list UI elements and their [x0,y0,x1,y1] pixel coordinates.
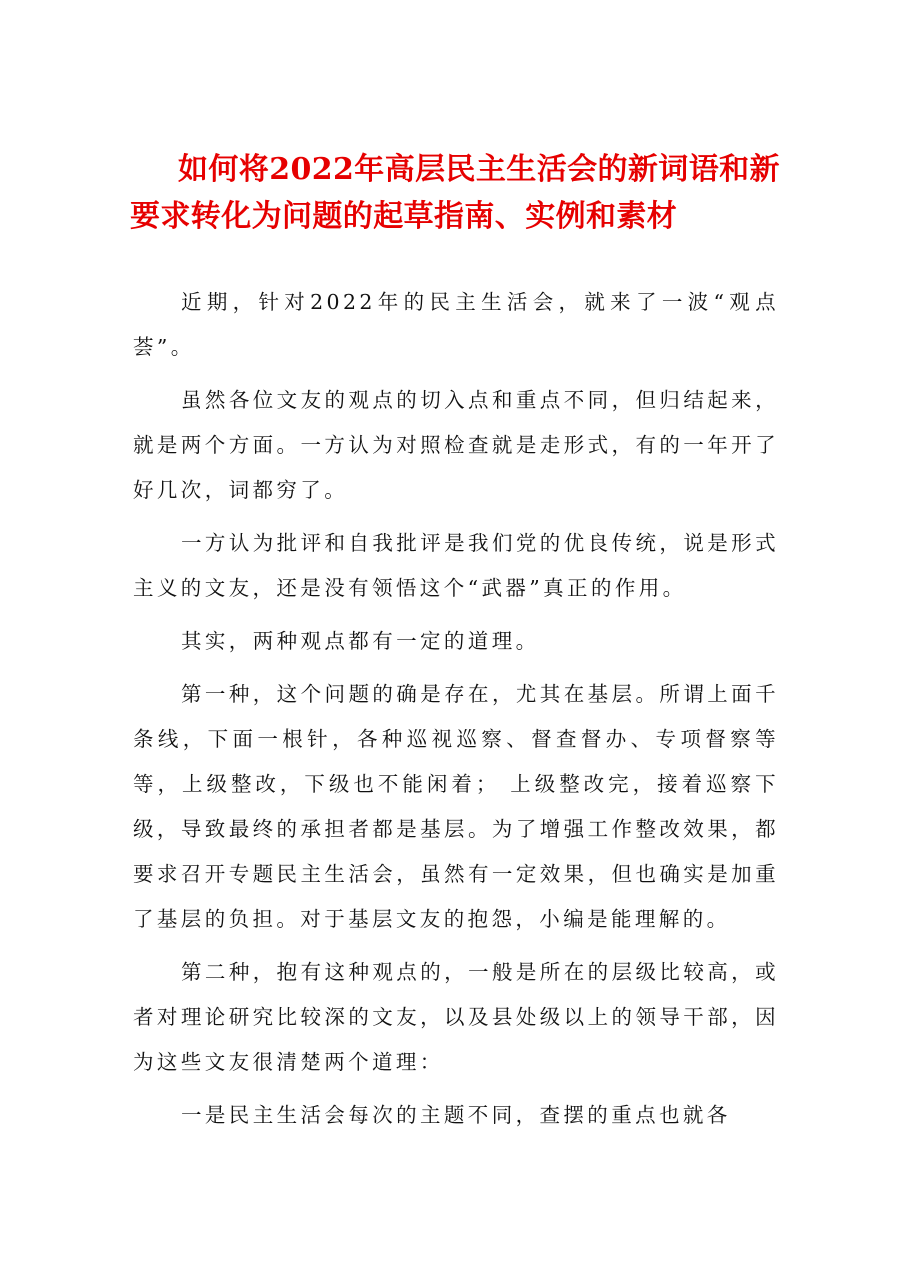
paragraph-5: 第一种，这个问题的确是存在，尤其在基层。所谓上面千条线，下面一根针，各种巡视巡察、督查督办、专项督察等等，上级整改，下级也不能闲着； 上级整改完，接着巡察下级，导致最终的承担者都是基层。为了增强工作整改效果，都要求召开专题民主生活会，虽然有一定效果，但也确实是加重了基层的负担。对于基层文友的抱怨，小编是能理解的。 [133,682,779,931]
paragraph-1: 近期，针对2022年的民主生活会，就来了一波“观点荟”。 [133,290,779,359]
document-title: 如何将2022年高层民主生活会的新词语和新要求转化为问题的起草指南、实例和素材 [130,152,780,234]
document-body [133,280,779,1146]
paragraph-6: 第二种，抱有这种观点的，一般是所在的层级比较高，或者对理论研究比较深的文友，以及县处级以上的领导干部，因为这些文友很清楚两个道理： [133,960,779,1074]
paragraph-7: 一是民主生活会每次的主题不同，查摆的重点也就各 [181,1103,731,1127]
paragraph-3: 一方认为批评和自我批评是我们党的优良传统，说是形式主义的文友，还是没有领悟这个“武器”真正的作用。 [133,531,779,600]
paragraph-4: 其实，两种观点都有一定的道理。 [181,629,540,653]
paragraph-2: 虽然各位文友的观点的切入点和重点不同，但归结起来，就是两个方面。一方认为对照检查就是走形式，有的一年开了好几次，词都穷了。 [133,388,779,502]
